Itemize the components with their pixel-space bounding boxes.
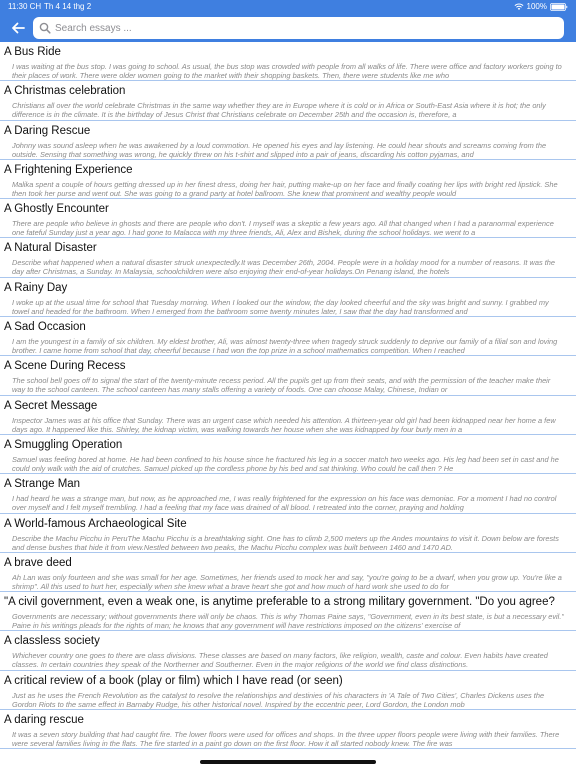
essay-title: A brave deed	[4, 556, 72, 569]
essay-title: A Frightening Experience	[4, 163, 133, 176]
essay-title: "A civil government, even a weak one, is anytime preferable to a strong military government. "Do you agree?	[4, 596, 555, 609]
essay-row[interactable]	[0, 356, 576, 395]
status-right	[514, 0, 568, 14]
essay-title: A Secret Message	[4, 399, 98, 412]
essay-title: A critical review of a book (play or film) which I have read (or seen)	[4, 674, 343, 687]
essay-row[interactable]	[0, 278, 576, 317]
status-date: Th 4 14 thg 2	[44, 2, 92, 11]
essay-title: A Christmas celebration	[4, 85, 126, 98]
search-icon	[39, 22, 51, 34]
essay-row[interactable]	[0, 317, 576, 356]
essay-excerpt: Samuel was feeling bored at home. He had been confined to his house since he fractured his leg in a soccer match two weeks ago. His leg had been set in cast and he could only walk with the aid of crutches. Samuel picked up the cordless phone by his bed and sat thinking. Who could he call then ? He	[12, 454, 559, 473]
essay-excerpt: It was a seven story building that had caught fire. The lower floors were used for offices and shops. In the three upper floors people were living with their families. There were several families living in the flats. The fire started in a paint go down on the first floor. How it all started nobody knew. The fire was	[12, 730, 560, 749]
essay-row[interactable]	[0, 671, 576, 710]
status-bar	[0, 0, 576, 14]
essay-row[interactable]	[0, 121, 576, 160]
essay-title: A World-famous Archaeological Site	[4, 517, 187, 530]
essay-title: A Strange Man	[4, 478, 81, 491]
essay-row[interactable]	[0, 396, 576, 435]
essay-excerpt: I woke up at the usual time for school that Tuesday morning. When I looked our the window, the day looked cheerful and the sky was bright and sunny. I grabbed my towel and headed for the bathroom. When I emerged from the bathroom some twenty minutes later, I saw that the day had transformed and	[12, 297, 549, 316]
essay-excerpt: Governments are necessary; without governments there will only be chaos. This is why Thomas Paine says, "Government, even in its best state, is but a necessary evil." Paine in his writings pleads for the rights of man; he knows that any government will have restrictions imposed on the citizens' exercise of	[12, 612, 564, 631]
essay-excerpt: Johnny was sound asleep when he was awakened by a loud commotion. He opened his eyes and lay listening. He could hear shouts and screams coming from the outside. Sensing that something was wrong, he quickly threw on his t-shirt and slipped into a pair of jeans, discarding his cotton pyjamas, and	[12, 140, 547, 159]
essay-row[interactable]	[0, 553, 576, 592]
home-indicator	[200, 760, 376, 764]
essay-list	[0, 42, 576, 758]
essay-excerpt: There are people who believe in ghosts and there are people who don't. I myself was a skeptic a few years ago. All that changed when I had a paranormal experience one fateful Sunday just a year ago. I had gone to Malacca with my three friends, Ali, Alex and Bishek, during the school holidays. we went to a	[12, 219, 554, 238]
essay-excerpt: Describe the Machu Picchu in PeruThe Machu Picchu is a breathtaking sight. One has to climb 2,500 meters up the Andes mountains to visit it. Down below are forests and dense bushes that hide it from view.Nestled between two peaks, the Machu Picchu complex was built between 1460 and 1470 AD.	[12, 533, 559, 552]
essay-title: A daring rescue	[4, 714, 84, 727]
essay-title: A Scene During Recess	[4, 360, 126, 373]
essay-excerpt: Malika spent a couple of hours getting dressed up in her finest dress, doing her hair, putting make-up on her face and finally coating her lips with bright red lipstick. She then took her purse and went out. She was going to a grand party at hotel ballroom. She knew that prominent and wealthy people would	[12, 179, 558, 198]
essay-row[interactable]	[0, 435, 576, 474]
battery-icon	[550, 3, 568, 11]
essay-row[interactable]	[0, 474, 576, 513]
essay-row[interactable]	[0, 514, 576, 553]
essay-row[interactable]	[0, 592, 576, 631]
essay-excerpt: The school bell goes off to signal the start of the twenty-minute recess period. All the pupils get up from their seats, and with the permission of the teacher make their way to the school canteen. The school canteen has many stalls offering a variety of foods. One can choose Malay, Chinese, Indian or	[12, 376, 551, 395]
essay-row[interactable]	[0, 631, 576, 670]
essay-excerpt: Just as he uses the French Revolution as the catalyst to resolve the relationships and destinies of his characters in 'A Tale of Two Cities', Charles Dickens uses the Gordon Riots to the same effect in Barnaby Rudge, his other historical novel. Inspired by the eccentric peer, Lord Gordon, the London mob	[12, 690, 545, 709]
essay-row[interactable]	[0, 81, 576, 120]
essay-row[interactable]	[0, 238, 576, 277]
back-button[interactable]	[6, 18, 30, 38]
essay-excerpt: I was waiting at the bus stop. I was going to school. As usual, the bus stop was crowded with people from all walks of life. There were office and factory workers going to their places of work. There were older women going to the market with their shopping baskets. Then, there were students like me who	[12, 62, 562, 80]
wifi-icon	[514, 3, 524, 11]
arrow-left-icon	[11, 22, 25, 34]
essay-title: A Sad Occasion	[4, 321, 86, 334]
essay-title: A Smuggling Operation	[4, 438, 123, 451]
essay-excerpt: Inspector James was at his office that Sunday. There was an urgent case which needed his attention. A thirteen-year old girl had been kidnapped near her home a few days ago. It happened like this. Shirley, the kidnap victim, was walking towards her house when she was kidnapped by four burly men in a	[12, 415, 556, 434]
essay-excerpt: Whichever country one goes to there are class divisions. These classes are based on many factors, like religion, wealth, caste and colour. Even habits have created classes. In certain countries they speak of the Northerner and Southerner. Even in the major religions of the world we find class distinctions.	[12, 651, 548, 670]
essay-row[interactable]	[0, 42, 576, 81]
essay-excerpt: Christians all over the world celebrate Christmas in the same way whether they are in Europe where it is cold or in Africa or South-East Asia where it is hot; the only difference is in the climate. It is the birthday of Jesus Christ that Christians celebrate on December 25th and the occasion is, therefore, a	[12, 101, 546, 120]
essay-title: A Bus Ride	[4, 46, 61, 58]
search-input[interactable]	[55, 18, 564, 38]
essay-excerpt: Describe what happened when a natural disaster struck unexpectedly.It was December 26th, 2004. People were in a holiday mood for a number of reasons. It was the day after Christmas, a Sunday. In Malaysia, schoolchildren were also enjoying their end-of-year holidays.On Penang island, the hotels	[12, 258, 555, 277]
essay-excerpt: I am the youngest in a family of six children. My eldest brother, Ali, was almost twenty-three when tragedy struck suddenly to deprive our family of a filial son and loving brother. I came home from school that day, cheerful because I had won the top prize in a school mathematics competition. When I reached	[12, 337, 558, 356]
search-bar[interactable]	[33, 17, 564, 39]
battery-percent: 100%	[526, 2, 547, 11]
essay-title: A Rainy Day	[4, 281, 68, 294]
essay-excerpt: Ah Lan was only fourteen and she was small for her age. Sometimes, her friends used to mock her and say, "you're going to be a dwarf, when you grow up. You're like a shrimp". All this used to hurt her, especially when she knew what a brave heart she got and how much of hard work she used to do for	[12, 572, 562, 591]
essay-row[interactable]	[0, 160, 576, 199]
essay-title: A Ghostly Encounter	[4, 203, 109, 216]
nav-bar	[0, 14, 576, 42]
essay-title: A Natural Disaster	[4, 242, 97, 255]
essay-row[interactable]	[0, 199, 576, 238]
essay-excerpt: I had heard he was a strange man, but now, as he approached me, I was really frightened for the expression on his face was demoniac. For a moment I had no control over myself and I felt myself trembling. I had a feeling that my face was drained of all blood. I retreated into the corner, praying and holding	[12, 494, 557, 513]
status-time: 11:30 CH	[8, 2, 42, 11]
essay-row[interactable]	[0, 710, 576, 749]
essay-title: A classless society	[4, 635, 100, 648]
essay-title: A Daring Rescue	[4, 124, 91, 137]
